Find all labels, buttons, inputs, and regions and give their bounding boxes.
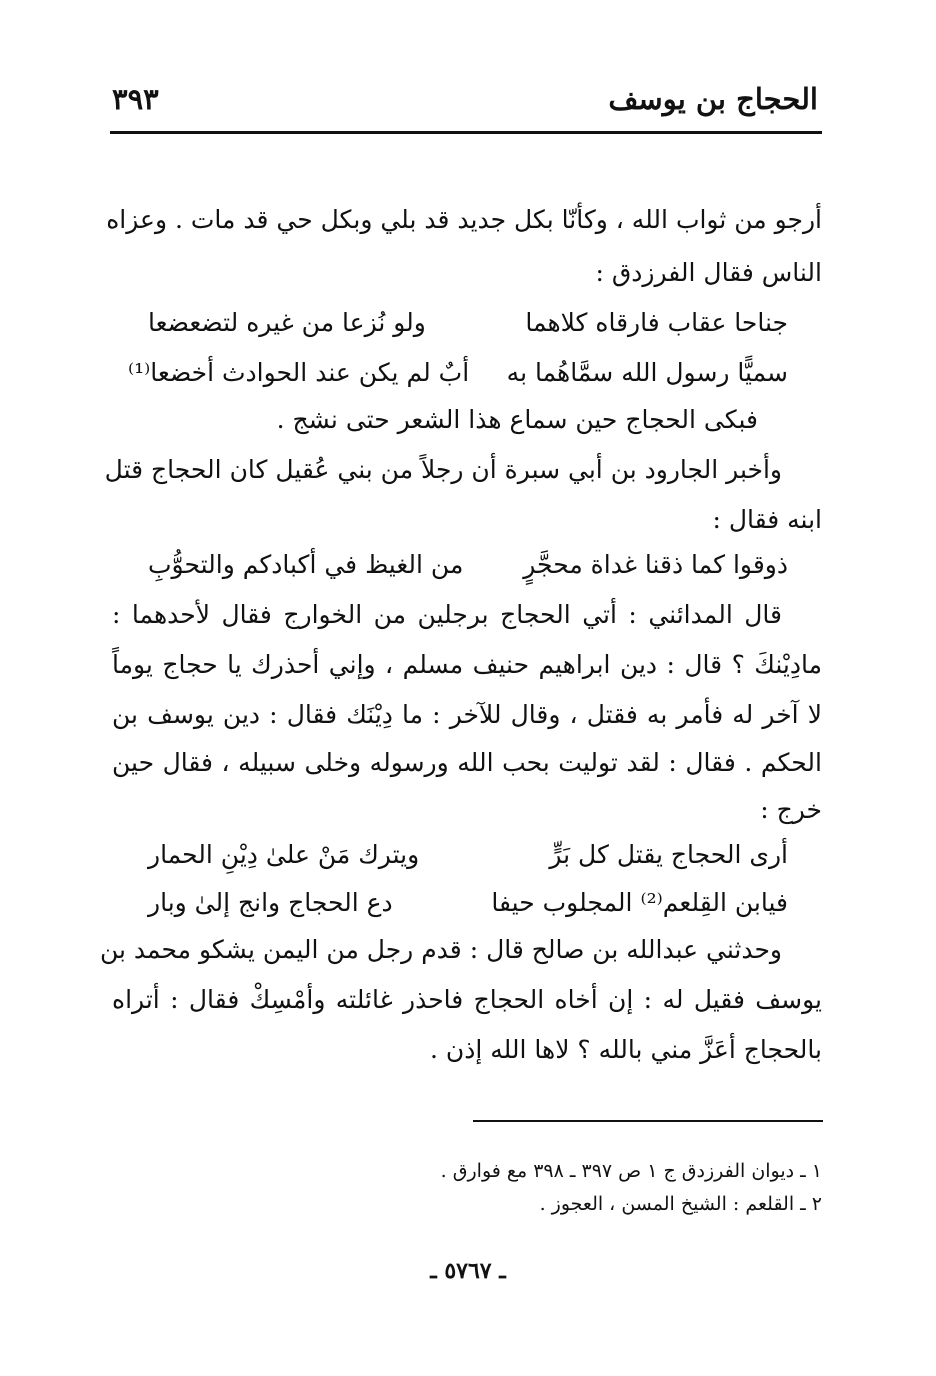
folio-number: ـ ٥٧٦٧ ـ <box>430 1258 506 1284</box>
verse-hemistich-right: أرى الحجاج يقتل كل بَرٍّ <box>549 840 788 869</box>
footnote-rule <box>473 1120 823 1122</box>
paragraph-line: قال المدائني : أتي الحجاج برجلين من الخوارج فقال لأحدهما : <box>112 600 782 629</box>
verse-hemistich-left: دع الحجاج وانج إلىٰ وبار <box>148 888 393 917</box>
paragraph-line: يوسف فقيل له : إن أخاه الحجاج فاحذر غائلته وأمْسِكْ فقال : أتراه <box>112 985 822 1014</box>
verse-hemistich-right: ذوقوا كما ذقنا غداة محجَّرٍ <box>523 550 788 579</box>
footnote-1: ١ ـ ديوان الفرزدق ج ١ ص ٣٩٧ ـ ٣٩٨ مع فوارق . <box>440 1160 822 1182</box>
page-number: ٣٩٣ <box>112 82 159 116</box>
paragraph-line: بالحجاج أعَزَّ مني بالله ؟ لاها الله إذن . <box>429 1035 822 1064</box>
paragraph-line: وحدثني عبدالله بن صالح قال : قدم رجل من اليمن يشكو محمد بن <box>99 935 782 964</box>
paragraph-line: أرجو من ثواب الله ، وكأنّا بكل جديد قد بلي وبكل حي قد مات . وعزاه <box>106 205 822 234</box>
verse-hemistich-right: جناحا عقاب فارقاه كلاهما <box>525 308 788 337</box>
paragraph-line: لا آخر له فأمر به فقتل ، وقال للآخر : ما دِيْنَك فقال : دين يوسف بن <box>112 700 822 729</box>
verse-hemistich-left: من الغيظ في أكبادكم والتحوُّبِ <box>148 550 464 579</box>
paragraph-line: ابنه فقال : <box>712 505 822 534</box>
footnote-2: ٢ ـ القلعم : الشيخ المسن ، العجوز . <box>539 1193 822 1215</box>
paragraph-line: خرج : <box>760 795 822 824</box>
verse-hemistich-left: أبٌ لم يكن عند الحوادث أخضعا⁽¹⁾ <box>128 358 470 387</box>
verse-hemistich-right: سميًّا رسول الله سمَّاهُما به <box>506 358 788 387</box>
paragraph-line: وأخبر الجارود بن أبي سبرة أن رجلاً من بني عُقيل كان الحجاج قتل <box>104 455 782 484</box>
paragraph-line: فبكى الحجاج حين سماع هذا الشعر حتى نشج . <box>276 405 758 434</box>
running-title: الحجاج بن يوسف <box>608 82 818 116</box>
paragraph-line: الناس فقال الفرزدق : <box>595 258 822 287</box>
verse-hemistich-left: ويترك مَنْ علىٰ دِيْنِ الحمار <box>148 840 420 869</box>
paragraph-line: الحكم . فقال : لقد توليت بحب الله ورسوله وخلى سبيله ، فقال حين <box>112 748 822 777</box>
verse-hemistich-left: ولو نُزعا من غيره لتضعضعا <box>148 308 426 337</box>
paragraph-line: مادِيْنكَ ؟ قال : دين ابراهيم حنيف مسلم ، وإني أحذرك يا حجاج يوماً <box>112 650 822 679</box>
verse-hemistich-right: فيابن القِلعم⁽²⁾ المجلوب حيفا <box>491 888 788 917</box>
header-rule <box>110 131 822 134</box>
